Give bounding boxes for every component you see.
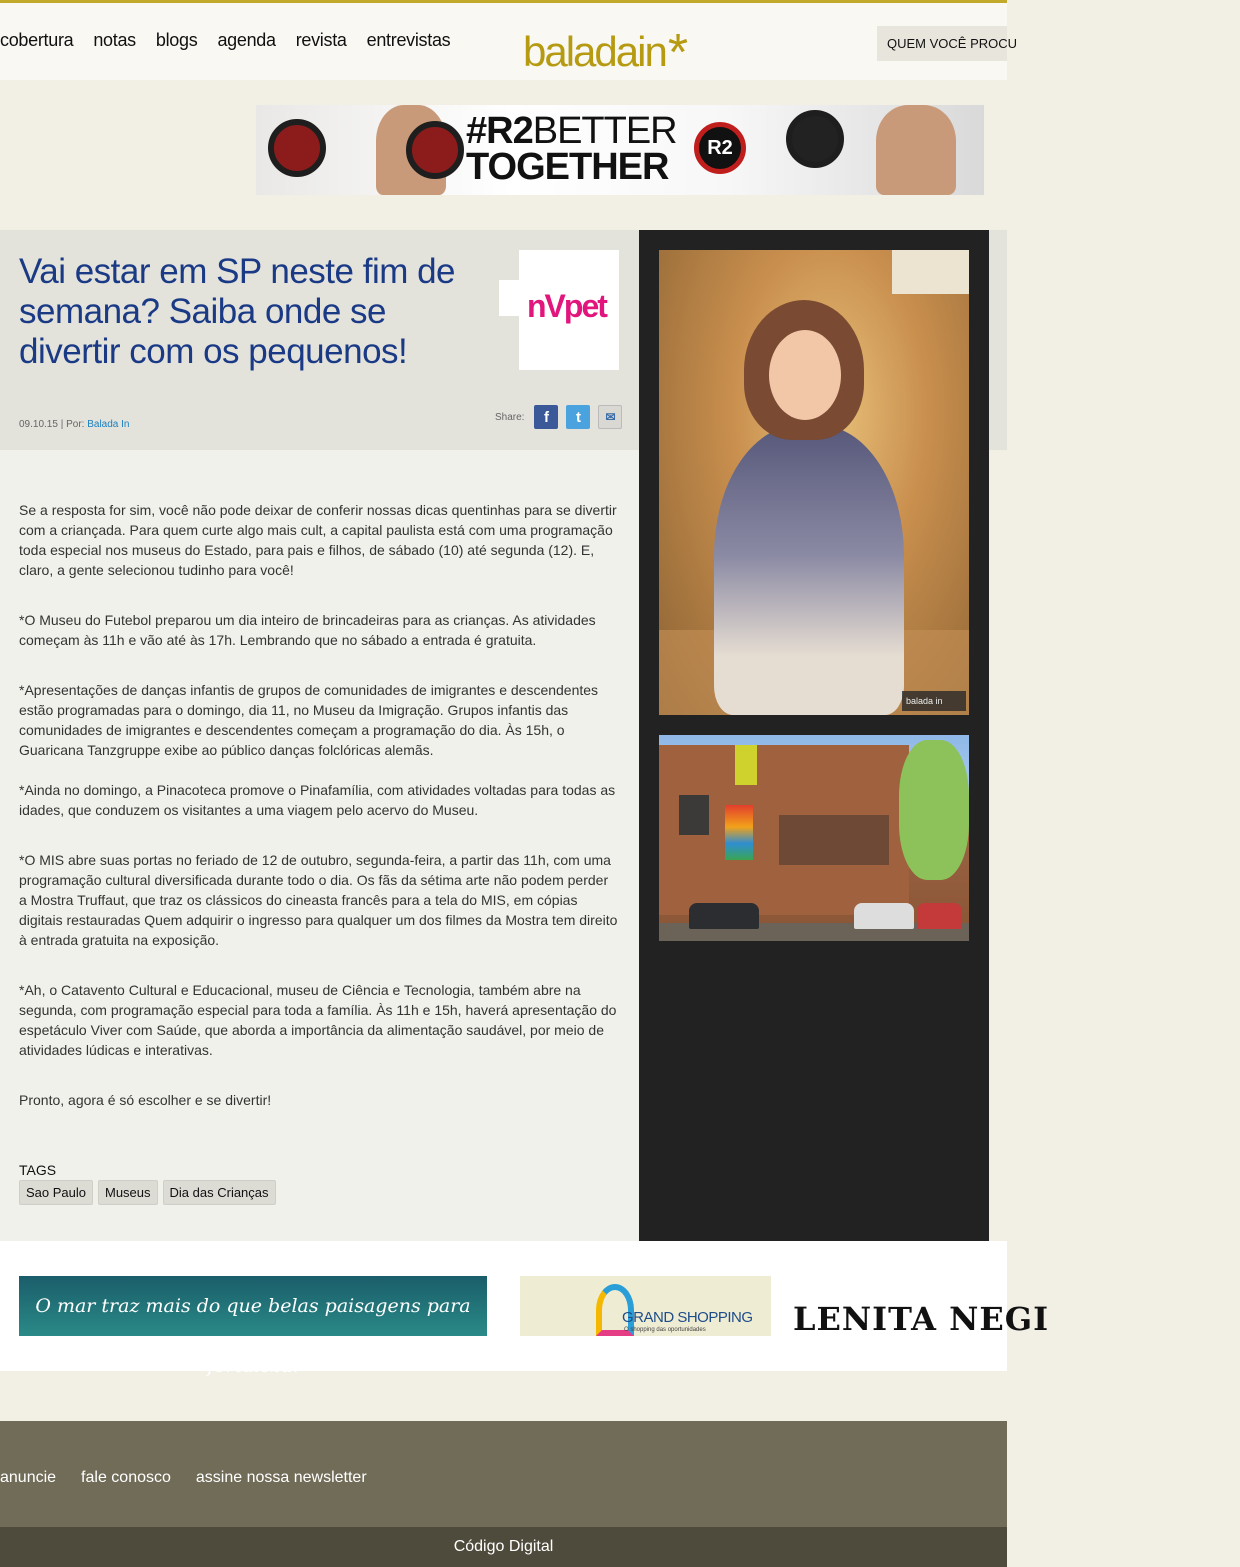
- banner-line1-light: BETTER: [532, 110, 677, 152]
- site-footer: [0, 1421, 1007, 1527]
- weight-plate-icon: [406, 121, 464, 179]
- article-paragraph: Pronto, agora é só escolher e se divertir!: [19, 1092, 272, 1108]
- tag-dia-das-criancas[interactable]: Dia das Crianças: [163, 1180, 276, 1205]
- footer-newsletter[interactable]: assine nossa newsletter: [195, 1469, 367, 1486]
- banner-line2: TOGETHER: [466, 146, 669, 188]
- author-link[interactable]: Balada In: [87, 419, 130, 430]
- sponsor-tab: [499, 280, 519, 316]
- footer-links: [0, 1469, 392, 1487]
- ad-lenita[interactable]: [771, 1276, 1050, 1338]
- corpvs-badge-icon: [892, 250, 969, 294]
- ads-strip: [0, 1241, 1050, 1377]
- photo-watermark: balada in: [902, 691, 966, 711]
- photo-banner-colorful: [725, 805, 753, 860]
- tag-list: [19, 1180, 281, 1205]
- author-label: | Por:: [60, 419, 85, 430]
- search-input[interactable]: QUEM VOCÊ PROCU: [877, 26, 1007, 61]
- nav-notas[interactable]: notas: [93, 30, 136, 50]
- facebook-share-icon[interactable]: f: [534, 405, 558, 429]
- sponsor-name: nVpet: [527, 288, 606, 324]
- kettlebell-icon: [786, 110, 844, 168]
- nav-revista[interactable]: revista: [295, 30, 347, 50]
- footer-fale-conosco[interactable]: fale conosco: [81, 1469, 171, 1486]
- banner-line1-bold: #R2: [466, 110, 533, 152]
- photo-window: [679, 795, 709, 835]
- tag-museus[interactable]: Museus: [98, 1180, 158, 1205]
- logo-text: baladain: [523, 28, 666, 75]
- girl-photo[interactable]: [659, 250, 969, 715]
- banner-brand-logo: R2: [694, 122, 746, 174]
- ad2-name: GRAND SHOPPING: [622, 1309, 753, 1326]
- photo-colonnade: [779, 815, 889, 865]
- logo-star-icon: *: [667, 24, 687, 82]
- site-logo[interactable]: [523, 19, 687, 82]
- article-paragraph: *O MIS abre suas portas no feriado de 12 de outubro, segunda-feira, a partir das 11h, com uma programação cultural diversificada durante todo o dia. Os fãs da sétima arte não podem perder a Mostra Truffaut, que traz os clássicos do cineasta francês para a tela do MIS, em cópias digitais restauradas Quem adquirir o ingresso para qualquer um dos filmes da Mostra tem direito à entrada gratuita na exposição.: [19, 852, 618, 948]
- article-meta: [19, 419, 129, 430]
- article-paragraph: Se a resposta for sim, você não pode deixar de conferir nossas dicas quentinhas para se divertir com a criançada. Para quem curte algo mais cult, a capital paulista está com uma programação toda especial nos museus do Estado, para pais e filhos, de sábado (10) até segunda (12). E, claro, a gente selecionou tudinho para você!: [19, 502, 617, 578]
- share-bar: [495, 405, 630, 429]
- nav-cobertura[interactable]: cobertura: [0, 30, 74, 50]
- article-content: [19, 500, 619, 1140]
- weight-plate-icon: [268, 119, 326, 177]
- article-header: [0, 230, 639, 450]
- nav-entrevistas[interactable]: entrevistas: [366, 30, 451, 50]
- article-paragraph: *Apresentações de danças infantis de grupos de comunidades de imigrantes e descendentes estão programadas para o domingo, dia 11, no Museu da Imigração. Grupos infantis das comunidades de imigrantes e descendentes começam a programação do dia. Às 15h, o Guaricana Tanzgruppe exibe ao público danças folclóricas alemãs.: [19, 682, 599, 758]
- footer-anuncie[interactable]: anuncie: [0, 1469, 57, 1486]
- tags-label: TAGS: [19, 1162, 57, 1178]
- photo-tree: [899, 740, 969, 880]
- ad3-text: LENITA NEGI: [793, 1300, 1050, 1338]
- article-date: 09.10.15: [19, 419, 58, 430]
- photo-sidebar: [639, 230, 989, 1241]
- footer-credit[interactable]: Código Digital: [0, 1527, 1007, 1567]
- sponsor-logo[interactable]: [519, 250, 619, 370]
- top-banner-ad[interactable]: [256, 105, 984, 195]
- pinacoteca-photo[interactable]: [659, 735, 969, 941]
- sidebar-edge: [989, 230, 1007, 450]
- ad-grand-shopping[interactable]: [520, 1276, 771, 1336]
- photo-car: [917, 903, 962, 929]
- main-nav: [0, 30, 470, 51]
- article-paragraph: *O Museu do Futebol preparou um dia inteiro de brincadeiras para as crianças. As atividades começam às 11h e vão até às 17h. Lembrando que no sábado a entrada é gratuita.: [19, 612, 596, 648]
- article-paragraph: *Ainda no domingo, a Pinacoteca promove o Pinafamília, com atividades voltadas para todas as idades, que conduzem os visitantes a uma viagem pelo acervo do Museu.: [19, 782, 616, 818]
- article-title: Vai estar em SP neste fim de semana? Saiba onde se divertir com os pequenos!: [19, 252, 456, 371]
- photo-car: [689, 903, 759, 929]
- tag-sao-paulo[interactable]: Sao Paulo: [19, 1180, 93, 1205]
- site-header: [0, 0, 1018, 82]
- banner-athlete-image: [876, 105, 956, 195]
- nav-agenda[interactable]: agenda: [217, 30, 276, 50]
- twitter-share-icon[interactable]: t: [566, 405, 590, 429]
- article-paragraph: *Ah, o Catavento Cultural e Educacional, museu de Ciência e Tecnologia, também abre na segunda, com programação especial para toda a família. Às 11h e 15h, haverá apresentação do espetáculo Viver com Saúde, que aborda a importância da alimentação saudável, por meio de atividades lúdicas e interativas.: [19, 982, 617, 1058]
- photo-dress: [714, 425, 904, 715]
- ad2-tagline: O shopping das oportunidades: [624, 1327, 706, 1333]
- nav-blogs[interactable]: blogs: [155, 30, 198, 50]
- share-label: Share:: [495, 411, 525, 423]
- photo-banner-yellow: [735, 745, 757, 785]
- photo-car: [854, 903, 914, 929]
- article-body: [0, 450, 639, 1241]
- photo-face: [769, 330, 841, 420]
- email-share-icon[interactable]: ✉: [598, 405, 622, 429]
- ad-fortaleza[interactable]: O mar traz mais do que belas paisagens para fortaleza.: [19, 1276, 487, 1336]
- banner-slogan: [466, 110, 677, 188]
